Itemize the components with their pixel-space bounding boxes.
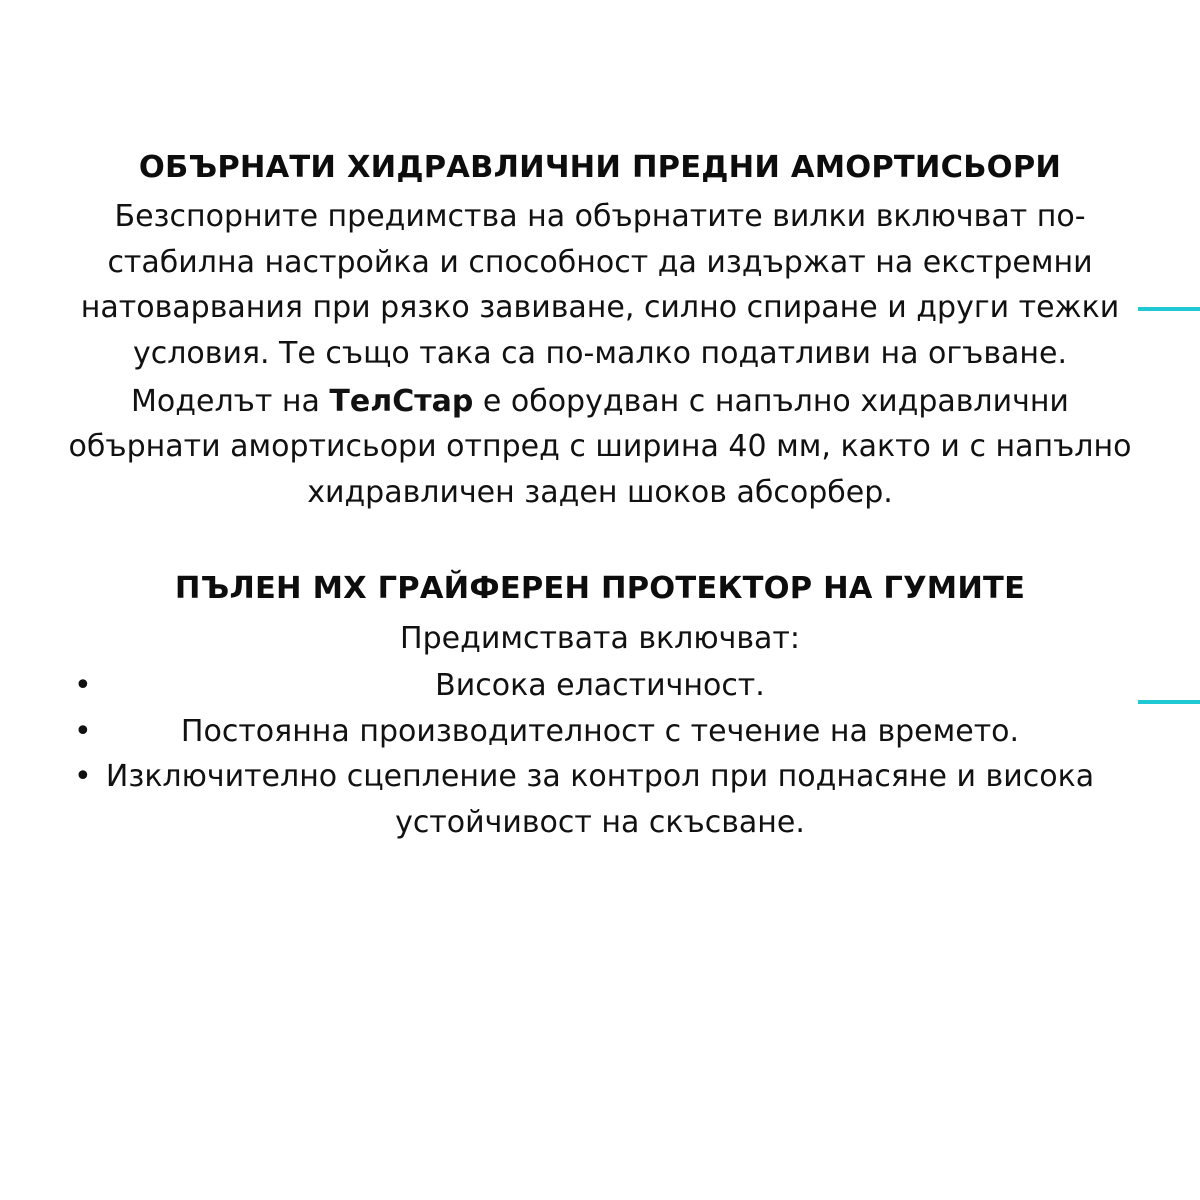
list-item-label: Постоянна производителност с течение на времето. <box>180 713 1020 749</box>
list-item <box>60 709 1140 755</box>
bullet-icon: • <box>74 668 92 704</box>
brand-name-telstar: ТелСтар <box>329 383 474 419</box>
document-content <box>60 148 1140 846</box>
list-item <box>60 663 1140 709</box>
list-item-label: Изключително сцепление за контрол при поднасяне и висока устойчивост на скъсване. <box>105 759 1095 841</box>
section-title-tyre-tread: ПЪЛЕН MX ГРАЙФЕРЕН ПРОТЕКТОР НА ГУМИТЕ <box>174 571 1026 607</box>
tyre-tread-lead: Предимствата включват: <box>400 620 800 656</box>
accent-line-icon-bottom <box>1138 700 1200 704</box>
bullet-icon: • <box>74 759 92 795</box>
tyre-tread-benefits-list <box>60 663 1140 845</box>
accent-line-icon-top <box>1138 307 1200 311</box>
front-suspension-paragraph-2 <box>60 379 1140 516</box>
front-suspension-paragraph-1: Безспорните предимства на обърнатите вилки включват по-стабилна настройка и способност да издържат на екстремни натоварвания при рязко завиване, силно спиране и други тежки условия. Те също така са по-малко податливи на огъване. <box>80 199 1120 372</box>
bullet-icon: • <box>74 713 92 749</box>
paragraph-2-text-after: е оборудван с напълно хидравлични обърнати амортисьори отпред с ширина 40 мм, както и с напълно хидравличен заден шоков абсорбер. <box>68 383 1132 510</box>
list-item-label: Висока еластичност. <box>435 668 765 704</box>
list-item <box>60 754 1140 845</box>
paragraph-2-text-before: Моделът на <box>131 383 330 419</box>
section-title-front-suspension: ОБЪРНАТИ ХИДРАВЛИЧНИ ПРЕДНИ АМОРТИСЬОРИ <box>138 150 1062 185</box>
section-spacer <box>60 515 1140 569</box>
